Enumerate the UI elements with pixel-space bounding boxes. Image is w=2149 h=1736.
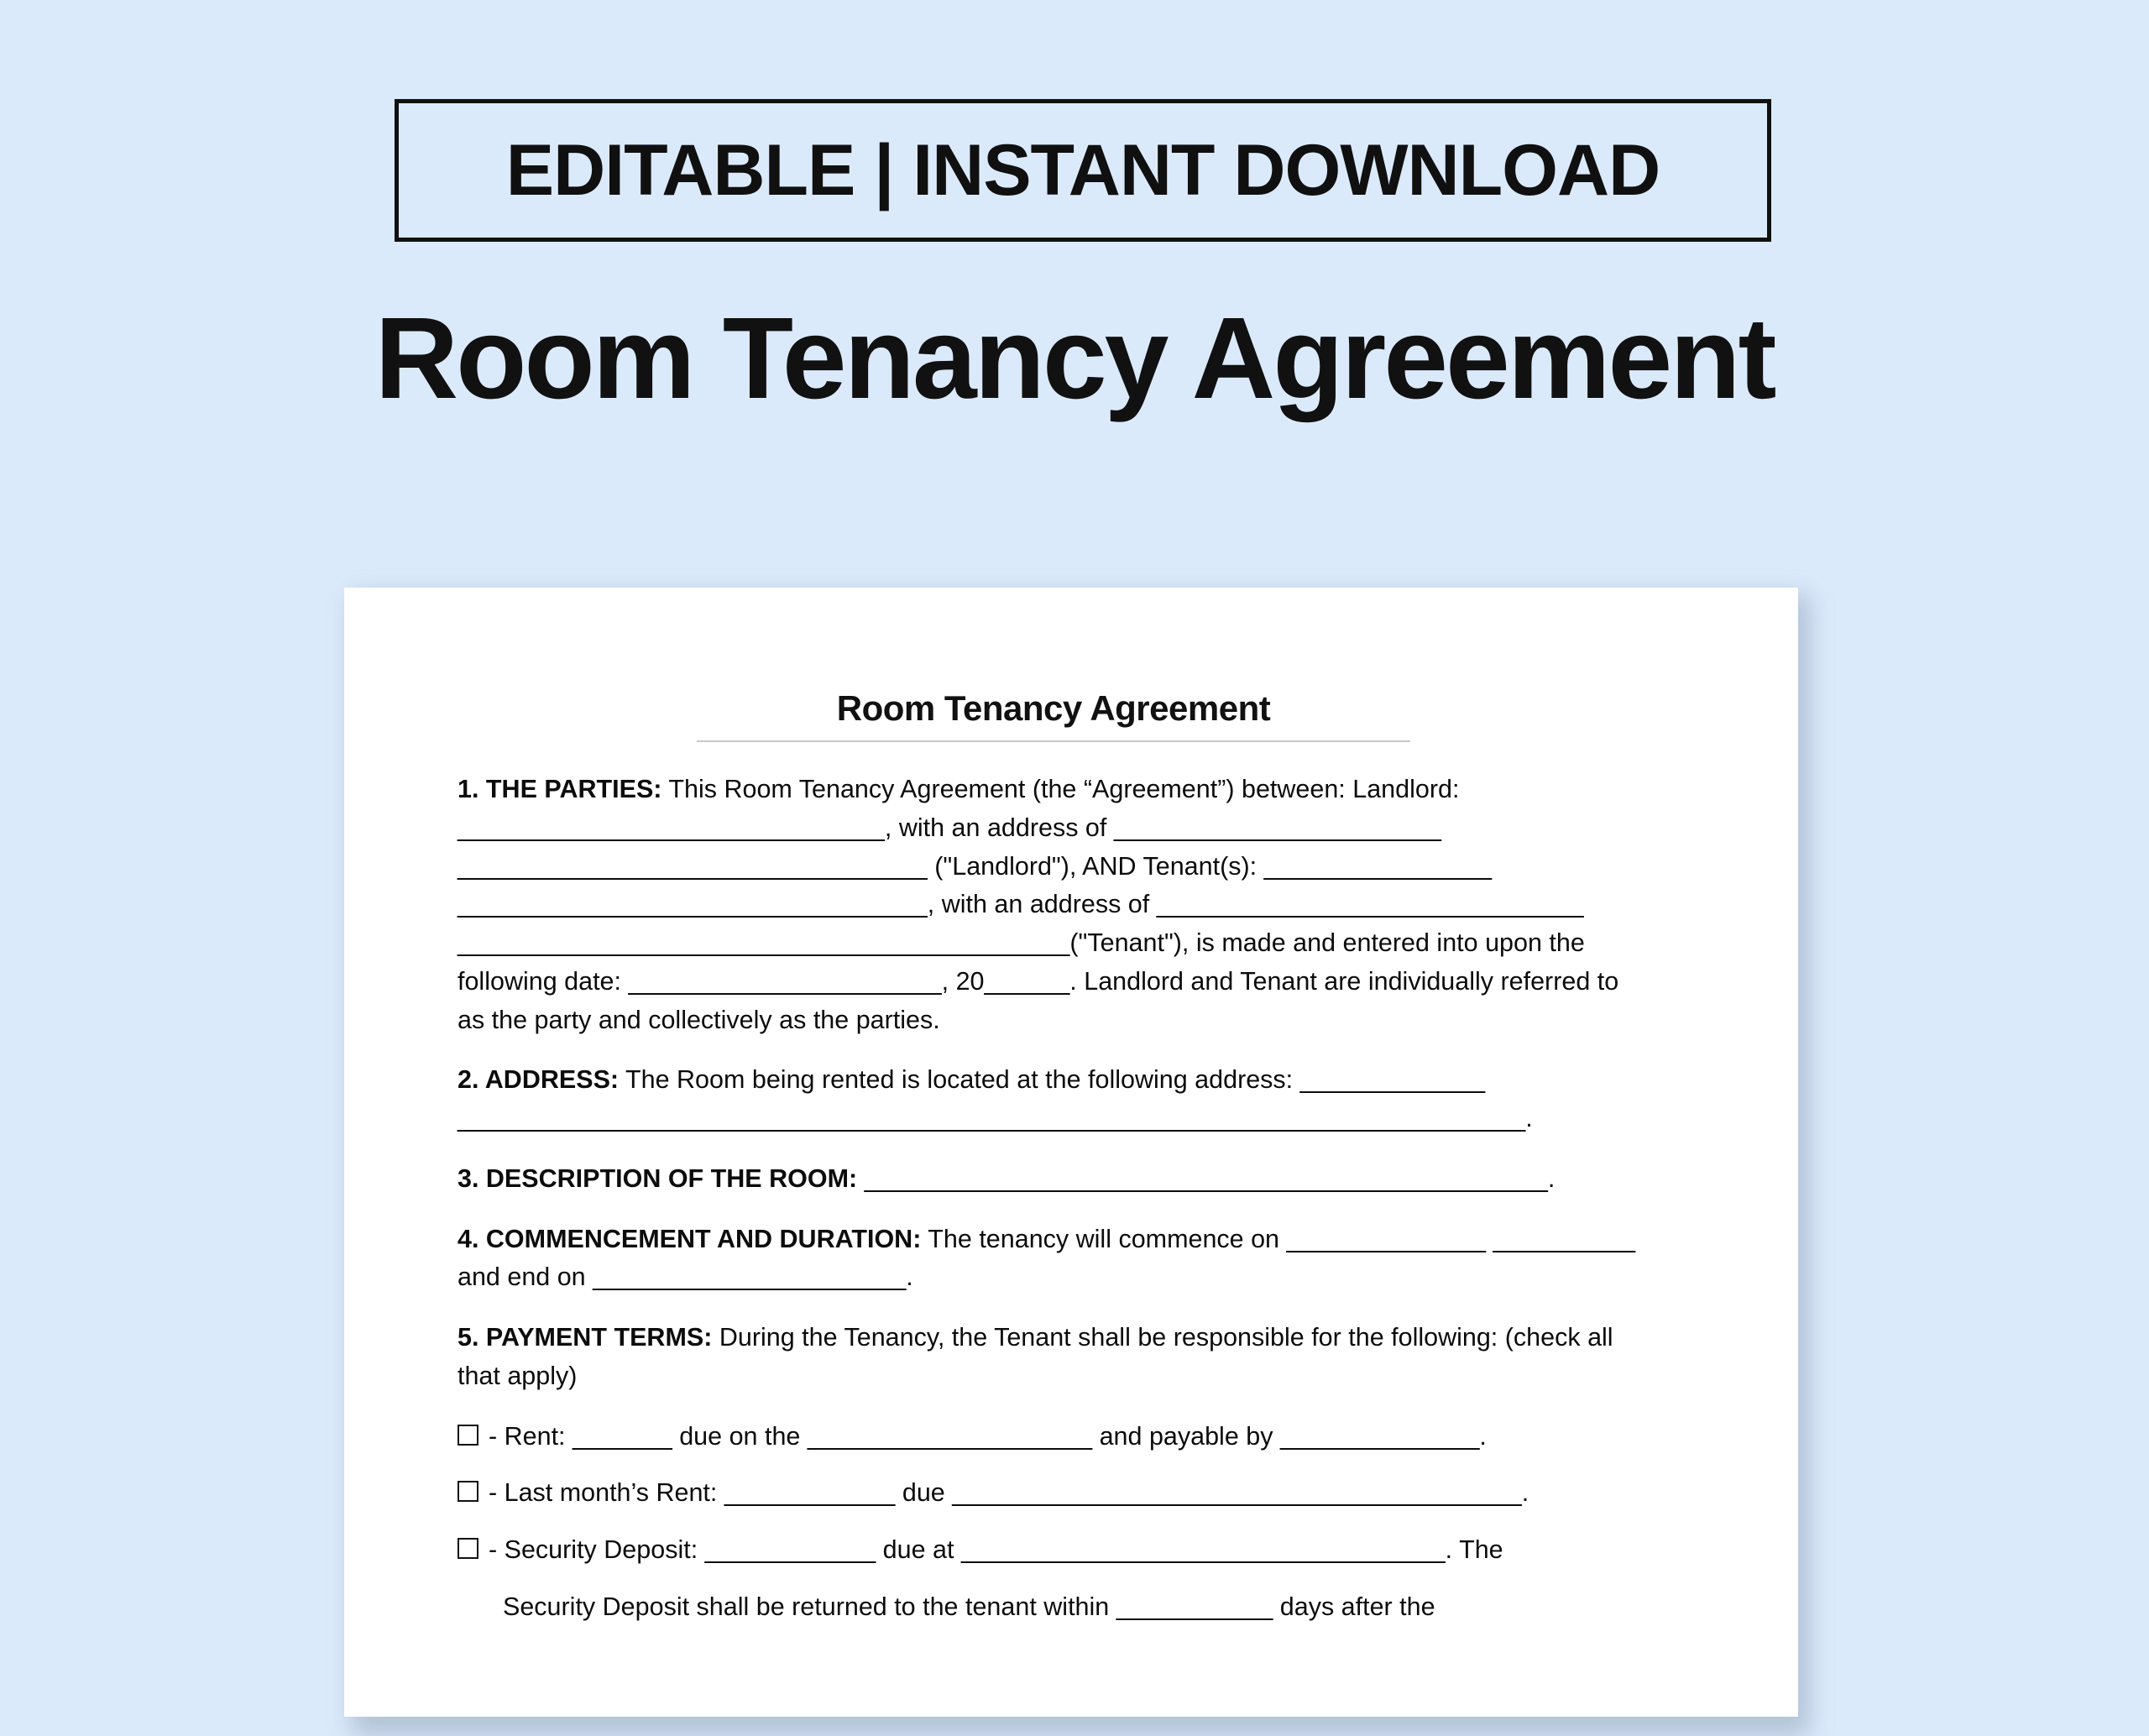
checkbox-security-label: - Security Deposit: ____________ due at __________________________________. The	[489, 1535, 1503, 1564]
checkbox-icon[interactable]	[458, 1481, 478, 1502]
checkbox-rent-label: - Rent: _______ due on the ____________________ and payable by ______________.	[489, 1421, 1487, 1451]
security-deposit-continuation: Security Deposit shall be returned to the tenant within ___________ days after the	[503, 1592, 1435, 1621]
clause-address-text: The Room being rented is located at the following address: _____________ ___________________________________________________________________________.	[458, 1065, 1533, 1132]
title-divider	[697, 740, 1410, 742]
checkbox-row-security-deposit	[458, 1531, 1650, 1570]
clause-description-text: ________________________________________________.	[857, 1163, 1556, 1193]
clause-commencement	[458, 1221, 1650, 1298]
clause-address-label: 2. ADDRESS:	[458, 1065, 620, 1095]
checkbox-icon[interactable]	[458, 1425, 478, 1446]
clause-parties-text: This Room Tenancy Agreement (the “Agreement”) between: Landlord: ______________________________, with an address of _______________________ _________________________________ ("Landlord"), AND Tenant(s): ________________ _________________________________, with an address of ______________________________ ___________________________________________("Tenant"), is made and entered into upon the following date: ______________________, 20______. Landlord and Tenant are individually referred to as the party and collectively as the parties.	[458, 775, 1619, 1034]
document-preview	[344, 588, 1798, 1717]
document-body	[458, 688, 1650, 1645]
clause-commencement-label: 4. COMMENCEMENT AND DURATION:	[458, 1224, 922, 1253]
clause-payment-label: 5. PAYMENT TERMS:	[458, 1323, 713, 1352]
page-title: Room Tenancy Agreement	[374, 294, 1775, 423]
clause-payment	[458, 1319, 1650, 1396]
clause-payment-text: During the Tenancy, the Tenant shall be responsible for the following: (check all that apply)	[458, 1323, 1613, 1390]
editable-instant-download-banner	[395, 99, 1771, 242]
checkbox-row-last-month-rent	[458, 1474, 1650, 1513]
clause-parties	[458, 771, 1650, 1039]
checkbox-icon[interactable]	[458, 1538, 478, 1559]
clause-description	[458, 1160, 1650, 1199]
clause-description-label: 3. DESCRIPTION OF THE ROOM:	[458, 1163, 858, 1193]
checkbox-row-rent	[458, 1418, 1650, 1456]
document-title: Room Tenancy Agreement	[836, 688, 1271, 728]
clause-parties-label: 1. THE PARTIES:	[458, 775, 662, 803]
clause-address	[458, 1061, 1650, 1138]
clause-commencement-text: The tenancy will commence on ______________ __________ and end on ______________________.	[458, 1224, 1636, 1292]
checkbox-last-month-label: - Last month’s Rent: ____________ due ________________________________________.	[489, 1478, 1529, 1508]
banner-label: EDITABLE | INSTANT DOWNLOAD	[505, 129, 1660, 211]
